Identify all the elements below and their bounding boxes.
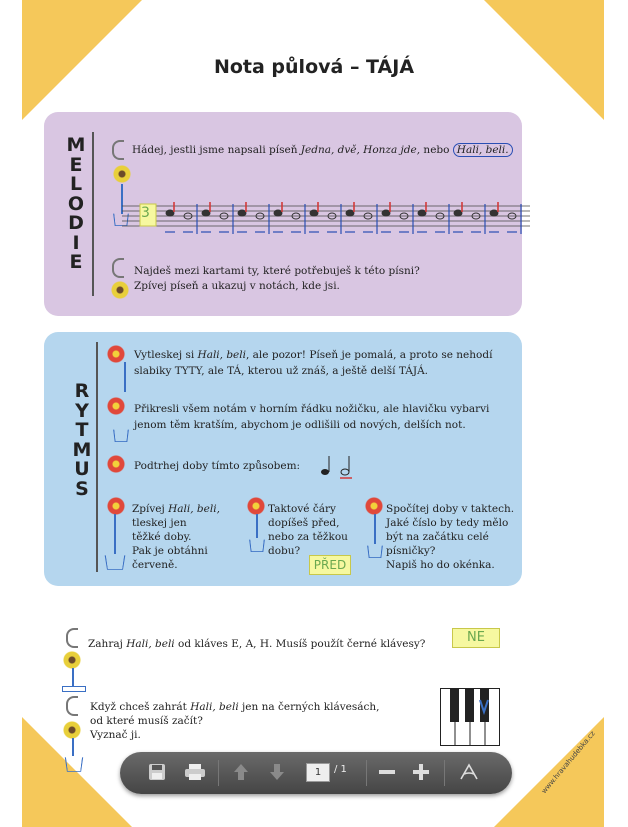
pot-icon — [62, 686, 86, 692]
rytmus-p1: Vytleskej si Hali, beli, ale pozor! Píseň je pomalá, a proto se nehodí — [134, 349, 493, 361]
melodie-vertical-label: M E L O D I E — [66, 134, 86, 273]
note-head — [202, 210, 210, 216]
stem-icon — [374, 514, 376, 544]
rytmus-col1: Zpívej Hali, beli, tleskej jen těžké doby. Pak je obtáhni červeně. — [132, 503, 220, 571]
note-head — [490, 210, 498, 216]
flower-icon — [364, 496, 384, 516]
note-head — [166, 210, 174, 216]
acrobat-icon[interactable] — [456, 763, 482, 783]
flower-icon — [106, 454, 126, 474]
divider — [92, 132, 94, 296]
stem-icon — [124, 362, 126, 392]
flower-icon — [106, 496, 126, 516]
note-head — [310, 210, 318, 216]
ear-icon — [66, 628, 78, 648]
note-head — [382, 210, 390, 216]
note-head — [418, 210, 426, 216]
pot-icon — [105, 555, 126, 569]
ear-icon — [112, 140, 124, 160]
separator — [444, 760, 445, 786]
staff-answer: 3 — [141, 205, 150, 221]
ear-icon — [112, 258, 124, 278]
question2: Když chceš zahrát Hali, beli jen na černých klávesách, — [90, 701, 380, 713]
note-head — [238, 210, 246, 216]
answer-circle: Hali, beli. — [453, 143, 513, 157]
note-example-icon — [316, 452, 358, 480]
note-head — [274, 210, 282, 216]
rytmus-p1-line2: slabiky TYTY, ale TÁ, kterou už znáš, a ještě delší TÁJÁ. — [134, 365, 428, 377]
pot-icon — [113, 430, 129, 442]
save-icon[interactable] — [146, 763, 168, 783]
question2-line2: od které musíš začít? — [90, 715, 203, 727]
zoom-out-icon[interactable] — [376, 763, 398, 783]
rytmus-col3: Spočítej doby v taktech. Jaké číslo by tedy mělo být na začátku celé písničky? Napiš ho do okénka. — [386, 503, 515, 571]
rytmus-p2: Přikresli všem notám v horním řádku nožičku, ale hlavičku vybarvi — [134, 403, 490, 415]
note-head — [346, 210, 354, 216]
ear-icon — [66, 696, 78, 716]
pot-icon — [249, 540, 265, 552]
melodie-line1: Hádej, jestli jsme napsali píseň Jedna, dvě, Honza jde, nebo Hali, beli. — [132, 143, 513, 157]
flower-icon — [112, 164, 132, 184]
page-down-icon[interactable] — [266, 763, 288, 783]
answer-box: NE — [452, 628, 500, 648]
flower-icon — [62, 720, 82, 740]
melodie-line2: Najdeš mezi kartami ty, které potřebuješ k této písni? — [134, 265, 420, 277]
music-staff — [122, 202, 530, 236]
rytmus-p3: Podtrhej doby tímto způsobem: — [134, 460, 301, 472]
answer-box: PŘED — [309, 555, 351, 575]
flower-icon — [62, 650, 82, 670]
stem-icon — [114, 514, 116, 554]
pot-icon — [65, 757, 83, 771]
piano-keys-icon — [440, 688, 500, 746]
note-head — [454, 210, 462, 216]
zoom-in-icon[interactable] — [410, 763, 432, 783]
melodie-line3: Zpívej píseň a ukazuj v notách, kde jsi. — [134, 280, 340, 292]
pot-icon — [367, 546, 383, 558]
page-up-icon[interactable] — [230, 763, 252, 783]
flower-icon — [246, 496, 266, 516]
flower-icon — [110, 280, 130, 300]
rytmus-p2-line2: jenom těm kratším, abychom je odlišili od nových, delších not. — [134, 419, 466, 431]
stem-icon — [256, 514, 258, 538]
flower-icon — [106, 344, 126, 364]
print-icon[interactable] — [182, 763, 208, 783]
page-number-input[interactable]: 1 — [306, 763, 330, 782]
divider — [96, 342, 98, 572]
question2-line3: Vyznač ji. — [90, 729, 141, 741]
flower-icon — [106, 396, 126, 416]
rytmus-col2: Taktové čáry dopíšeš před, nebo za těžkou dobu? — [268, 503, 348, 557]
stem-icon — [72, 738, 74, 756]
separator — [218, 760, 219, 786]
separator — [366, 760, 367, 786]
stem-icon — [72, 668, 74, 686]
watermark: www.hravahudebka.cz — [540, 729, 597, 796]
page-total: / 1 — [334, 764, 347, 775]
rytmus-vertical-label: R Y T M U S — [72, 380, 92, 500]
page-title: Nota půlová – TÁJÁ — [213, 56, 415, 78]
question1: Zahraj Hali, beli od kláves E, A, H. Musíš použít černé klávesy? — [88, 638, 426, 650]
